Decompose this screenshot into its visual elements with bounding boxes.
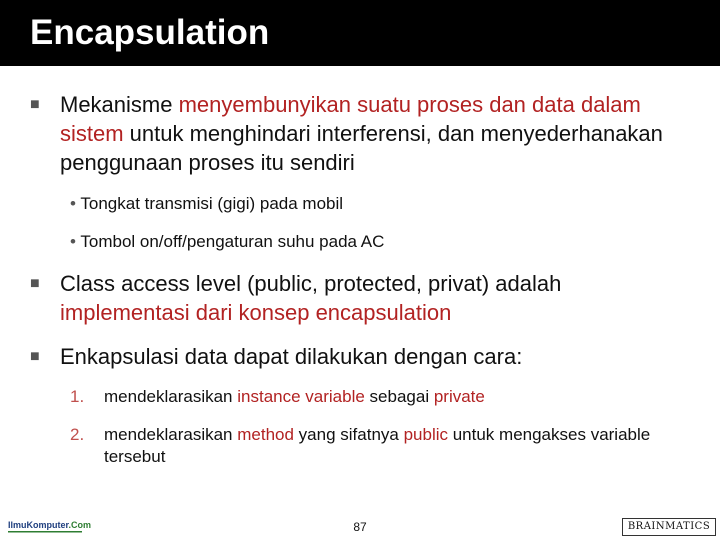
bullet-1-part1: Mekanisme bbox=[60, 92, 179, 117]
page-number: 87 bbox=[353, 520, 367, 534]
numbered-item-2 bbox=[70, 424, 670, 468]
numbered-item-1-text bbox=[104, 386, 670, 408]
item-2-part3: yang sifatnya bbox=[293, 425, 404, 444]
item-number: 2. bbox=[70, 425, 85, 444]
slide-title: Encapsulation bbox=[30, 13, 270, 52]
item-1-highlight-2: private bbox=[433, 387, 485, 406]
sub-bullet-2 bbox=[70, 231, 670, 253]
numbered-item-2-text bbox=[104, 424, 670, 468]
bullet-2-text bbox=[60, 269, 680, 327]
item-number: 1. bbox=[70, 387, 85, 406]
bullet-1-part3: untuk menghindari interferensi, dan menyederhanakan penggunaan proses itu sendiri bbox=[60, 121, 663, 175]
item-2-highlight-1: method bbox=[237, 425, 294, 444]
item-2-highlight-2: public bbox=[403, 425, 448, 444]
svg-text:IlmuKomputer.Com: IlmuKomputer.Com bbox=[8, 520, 92, 530]
bullet-3-text: Enkapsulasi data dapat dilakukan dengan cara: bbox=[60, 344, 523, 369]
sub-bullet-1 bbox=[70, 193, 670, 215]
item-2-part1: mendeklarasikan bbox=[104, 425, 238, 444]
square-bullet-icon: ■ bbox=[30, 275, 40, 292]
sub-bullet-2-text: Tombol on/off/pengaturan suhu pada AC bbox=[80, 232, 385, 251]
square-bullet-icon: ■ bbox=[30, 96, 40, 113]
bullet-1-highlight: menyembunyikan suatu proses dan data dalam sistem bbox=[60, 92, 641, 146]
item-1-part1: mendeklarasikan bbox=[104, 387, 238, 406]
title-bar bbox=[0, 0, 720, 66]
sub-bullet-1-text: Tongkat transmisi (gigi) pada mobil bbox=[80, 194, 344, 213]
item-1-part3: sebagai bbox=[364, 387, 434, 406]
square-bullet-icon: ■ bbox=[30, 348, 40, 365]
bullet-2 bbox=[30, 269, 680, 327]
bullet-3 bbox=[30, 342, 680, 371]
item-2-part5: untuk mengakses variable tersebut bbox=[104, 425, 651, 466]
dot-bullet-icon: • bbox=[70, 194, 76, 213]
brainmatics-logo: BRAINMATICS bbox=[622, 518, 716, 536]
bullet-1-text bbox=[60, 90, 680, 177]
ilmukomputer-logo bbox=[8, 518, 92, 536]
bullet-2-highlight: implementasi dari konsep encapsulation bbox=[60, 300, 452, 325]
numbered-item-1 bbox=[70, 386, 670, 408]
dot-bullet-icon: • bbox=[70, 232, 76, 251]
bullet-2-part1: Class access level (public, protected, privat) adalah bbox=[60, 271, 562, 296]
bullet-1 bbox=[30, 90, 680, 177]
item-1-highlight-1: instance variable bbox=[237, 387, 365, 406]
